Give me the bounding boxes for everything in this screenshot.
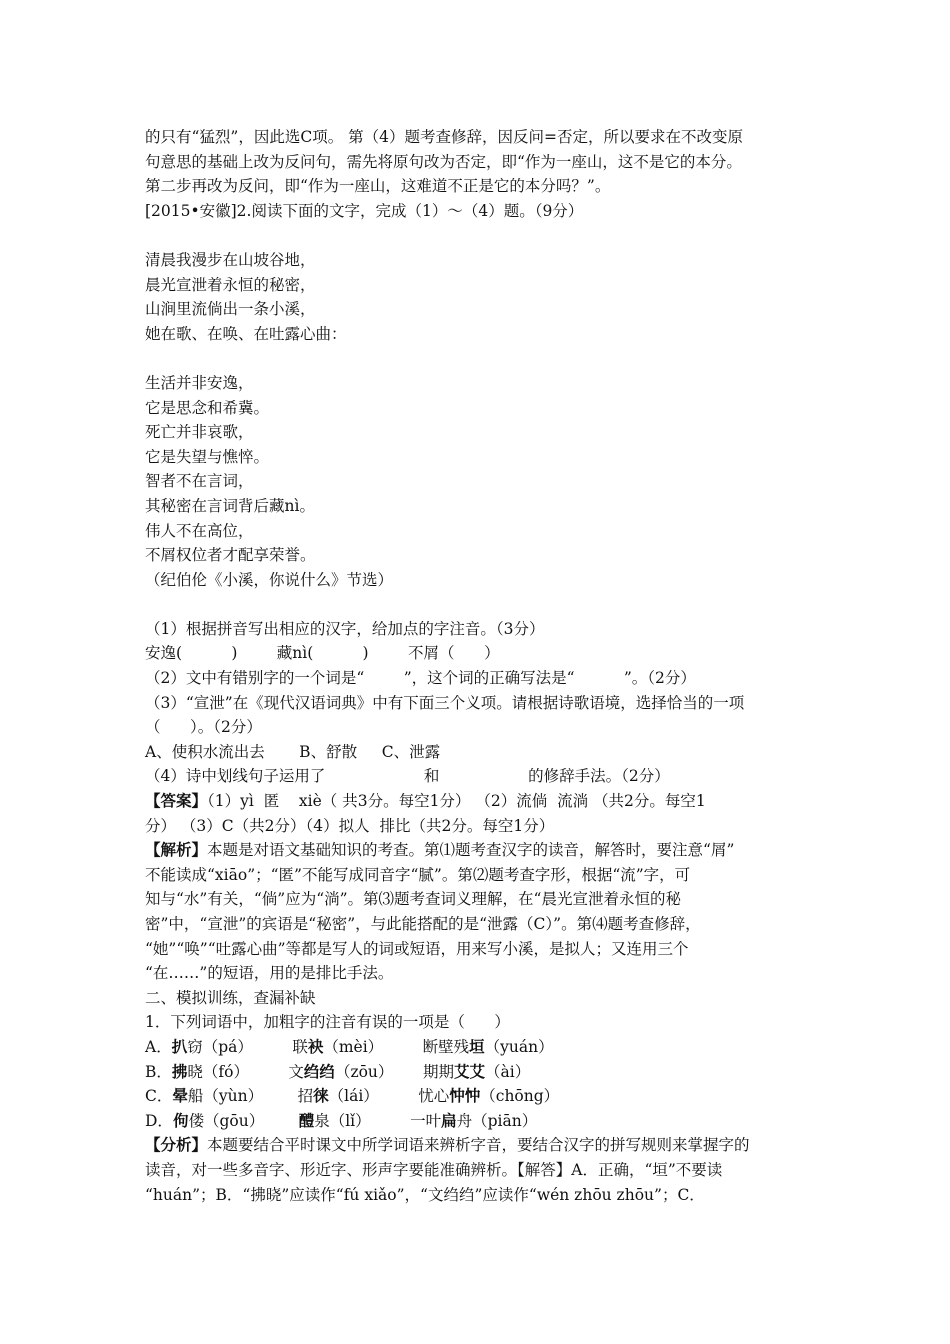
analysis-line: 知与“水”有关，“倘”应为“淌”。第⑶题考查词义理解，在“晨光宣泄着永恒的秘 [145, 890, 681, 909]
document-page [145, 125, 810, 1207]
analysis-line: “她”“唤”“吐露心曲”等都是写人的词或短语，用来写小溪，是拟人；又连用三个 [145, 939, 689, 958]
poem-stanza-2 [145, 371, 810, 592]
option-c: C．晕船（yùn） 招徕（lái） 忧心忡忡（chōng） [145, 1086, 560, 1106]
answer-text: （1）yì 匿 xiè（ 共3分。每空1分） （2）流倘 流淌 （共2分。每空1 [207, 792, 706, 811]
fenxi-line: 读音，对一些多音字、形近字、形声字要能准确辨析。【解答】A．正确，“垣”不要读 [145, 1160, 723, 1179]
question-line: （ ）。（2分） [145, 718, 262, 737]
answer-line: 分） （3）C（共2分）（4）拟人 排比（共2分。每空1分） [145, 816, 555, 835]
poem-source: （纪伯伦《小溪，你说什么》节选） [145, 570, 394, 589]
poem-line: 它是思念和希冀。 [145, 398, 270, 417]
analysis-line: 密”中，“宣泄”的宾语是“秘密”，与此能搭配的是“泄露（C）”。第⑷题考查修辞， [145, 915, 701, 933]
poem-line: 山涧里流倘出一条小溪， [145, 300, 316, 319]
option-d: D．佝偻（gōu） 醴泉（lǐ） 一叶扁舟（piān） [145, 1110, 538, 1130]
text-line: 的只有“猛烈”，因此选C项。 第（4）题考查修辞，因反问=否定，所以要求在不改变原 [145, 128, 743, 146]
analysis-line [145, 838, 810, 863]
text-line: 句意思的基础上改为反问句，需先将原句改为否定，即“作为一座山，这不是它的本分。 [145, 152, 742, 171]
fenxi-label: 【分析】 [145, 1135, 208, 1155]
analysis-line: “在……”的短语，用的是排比手法。 [145, 964, 394, 983]
question-line: A、使积水流出去 B、舒散 C、泄露 [145, 742, 441, 761]
option-b: B．拂晓（fó） 文绉绉（zōu） 期期艾艾（ài） [145, 1061, 531, 1081]
question-line: （1）根据拼音写出相应的汉字，给加点的字注音。（3分） [145, 619, 545, 638]
question-line: （2）文中有错别字的一个词是“ ”，这个词的正确写法是“ ”。（2分） [145, 669, 696, 688]
poem-line: 它是失望与憔悴。 [145, 447, 270, 466]
option-a: A．扒窃（pá） 联袂（mèi） 断壁残垣（yuán） [145, 1036, 554, 1056]
poem-line: 其秘密在言词背后藏nì。 [145, 496, 315, 515]
poem-line: 她在歌、在唤、在吐露心曲： [145, 324, 347, 343]
analysis-block [145, 838, 810, 986]
text-line: 第二步再改为反问，即“作为一座山，这难道不正是它的本分吗？”。 [145, 177, 611, 196]
analysis-text: 本题是对语文基础知识的考查。第⑴题考查汉字的读音，解答时，要注意“屑” [207, 841, 735, 860]
analysis-line: 不能读成“xiāo”；“匿”不能写成同音字“腻”。第⑵题考查字形，根据“流”字，可 [145, 865, 691, 884]
analysis-label: 【解析】 [145, 840, 208, 860]
questions-block [145, 617, 810, 789]
poem-line: 智者不在言词， [145, 472, 254, 491]
answer-line [145, 789, 810, 814]
poem-stanza-1 [145, 248, 810, 346]
options-block [145, 1035, 810, 1133]
poem-line: 死亡并非哀歌， [145, 423, 254, 442]
question-line: （3）“宣泄”在《现代汉语词典》中有下面三个义项。请根据诗歌语境，选择恰当的一项 [145, 693, 745, 712]
answer-label: 【答案】 [145, 791, 208, 811]
fenxi-block [145, 1133, 810, 1207]
poem-line: 生活并非安逸， [145, 373, 254, 392]
poem-line: 不屑权位者才配享荣誉。 [145, 546, 316, 565]
answer-block [145, 789, 810, 838]
poem-line: 清晨我漫步在山坡谷地， [145, 250, 316, 269]
fenxi-line: “huán”；B．“拂晓”应读作“fú xiǎo”，“文绉绉”应读作“wén zhōu zhōu”；C． [145, 1185, 705, 1204]
question-line: 安逸( ) 藏nì( ) 不屑（ ） [145, 644, 500, 663]
question-heading: [2015•安徽]2.阅读下面的文字，完成（1）～（4）题。（9分） [145, 201, 584, 220]
poem-line: 伟人不在高位， [145, 521, 254, 540]
question-stem: 1．下列词语中，加粗字的注音有误的一项是（ ） [145, 1013, 510, 1032]
fenxi-text: 本题要结合平时课文中所学词语来辨析字音，要结合汉字的拼写规则来掌握字的 [207, 1136, 750, 1155]
fenxi-line [145, 1133, 810, 1158]
poem-line: 晨光宣泄着永恒的秘密， [145, 275, 316, 294]
section-title: 二、模拟训练，查漏补缺 [145, 988, 316, 1007]
question-line: （4）诗中划线句子运用了 和 的修辞手法。（2分） [145, 767, 670, 786]
top-paragraph [145, 125, 810, 223]
